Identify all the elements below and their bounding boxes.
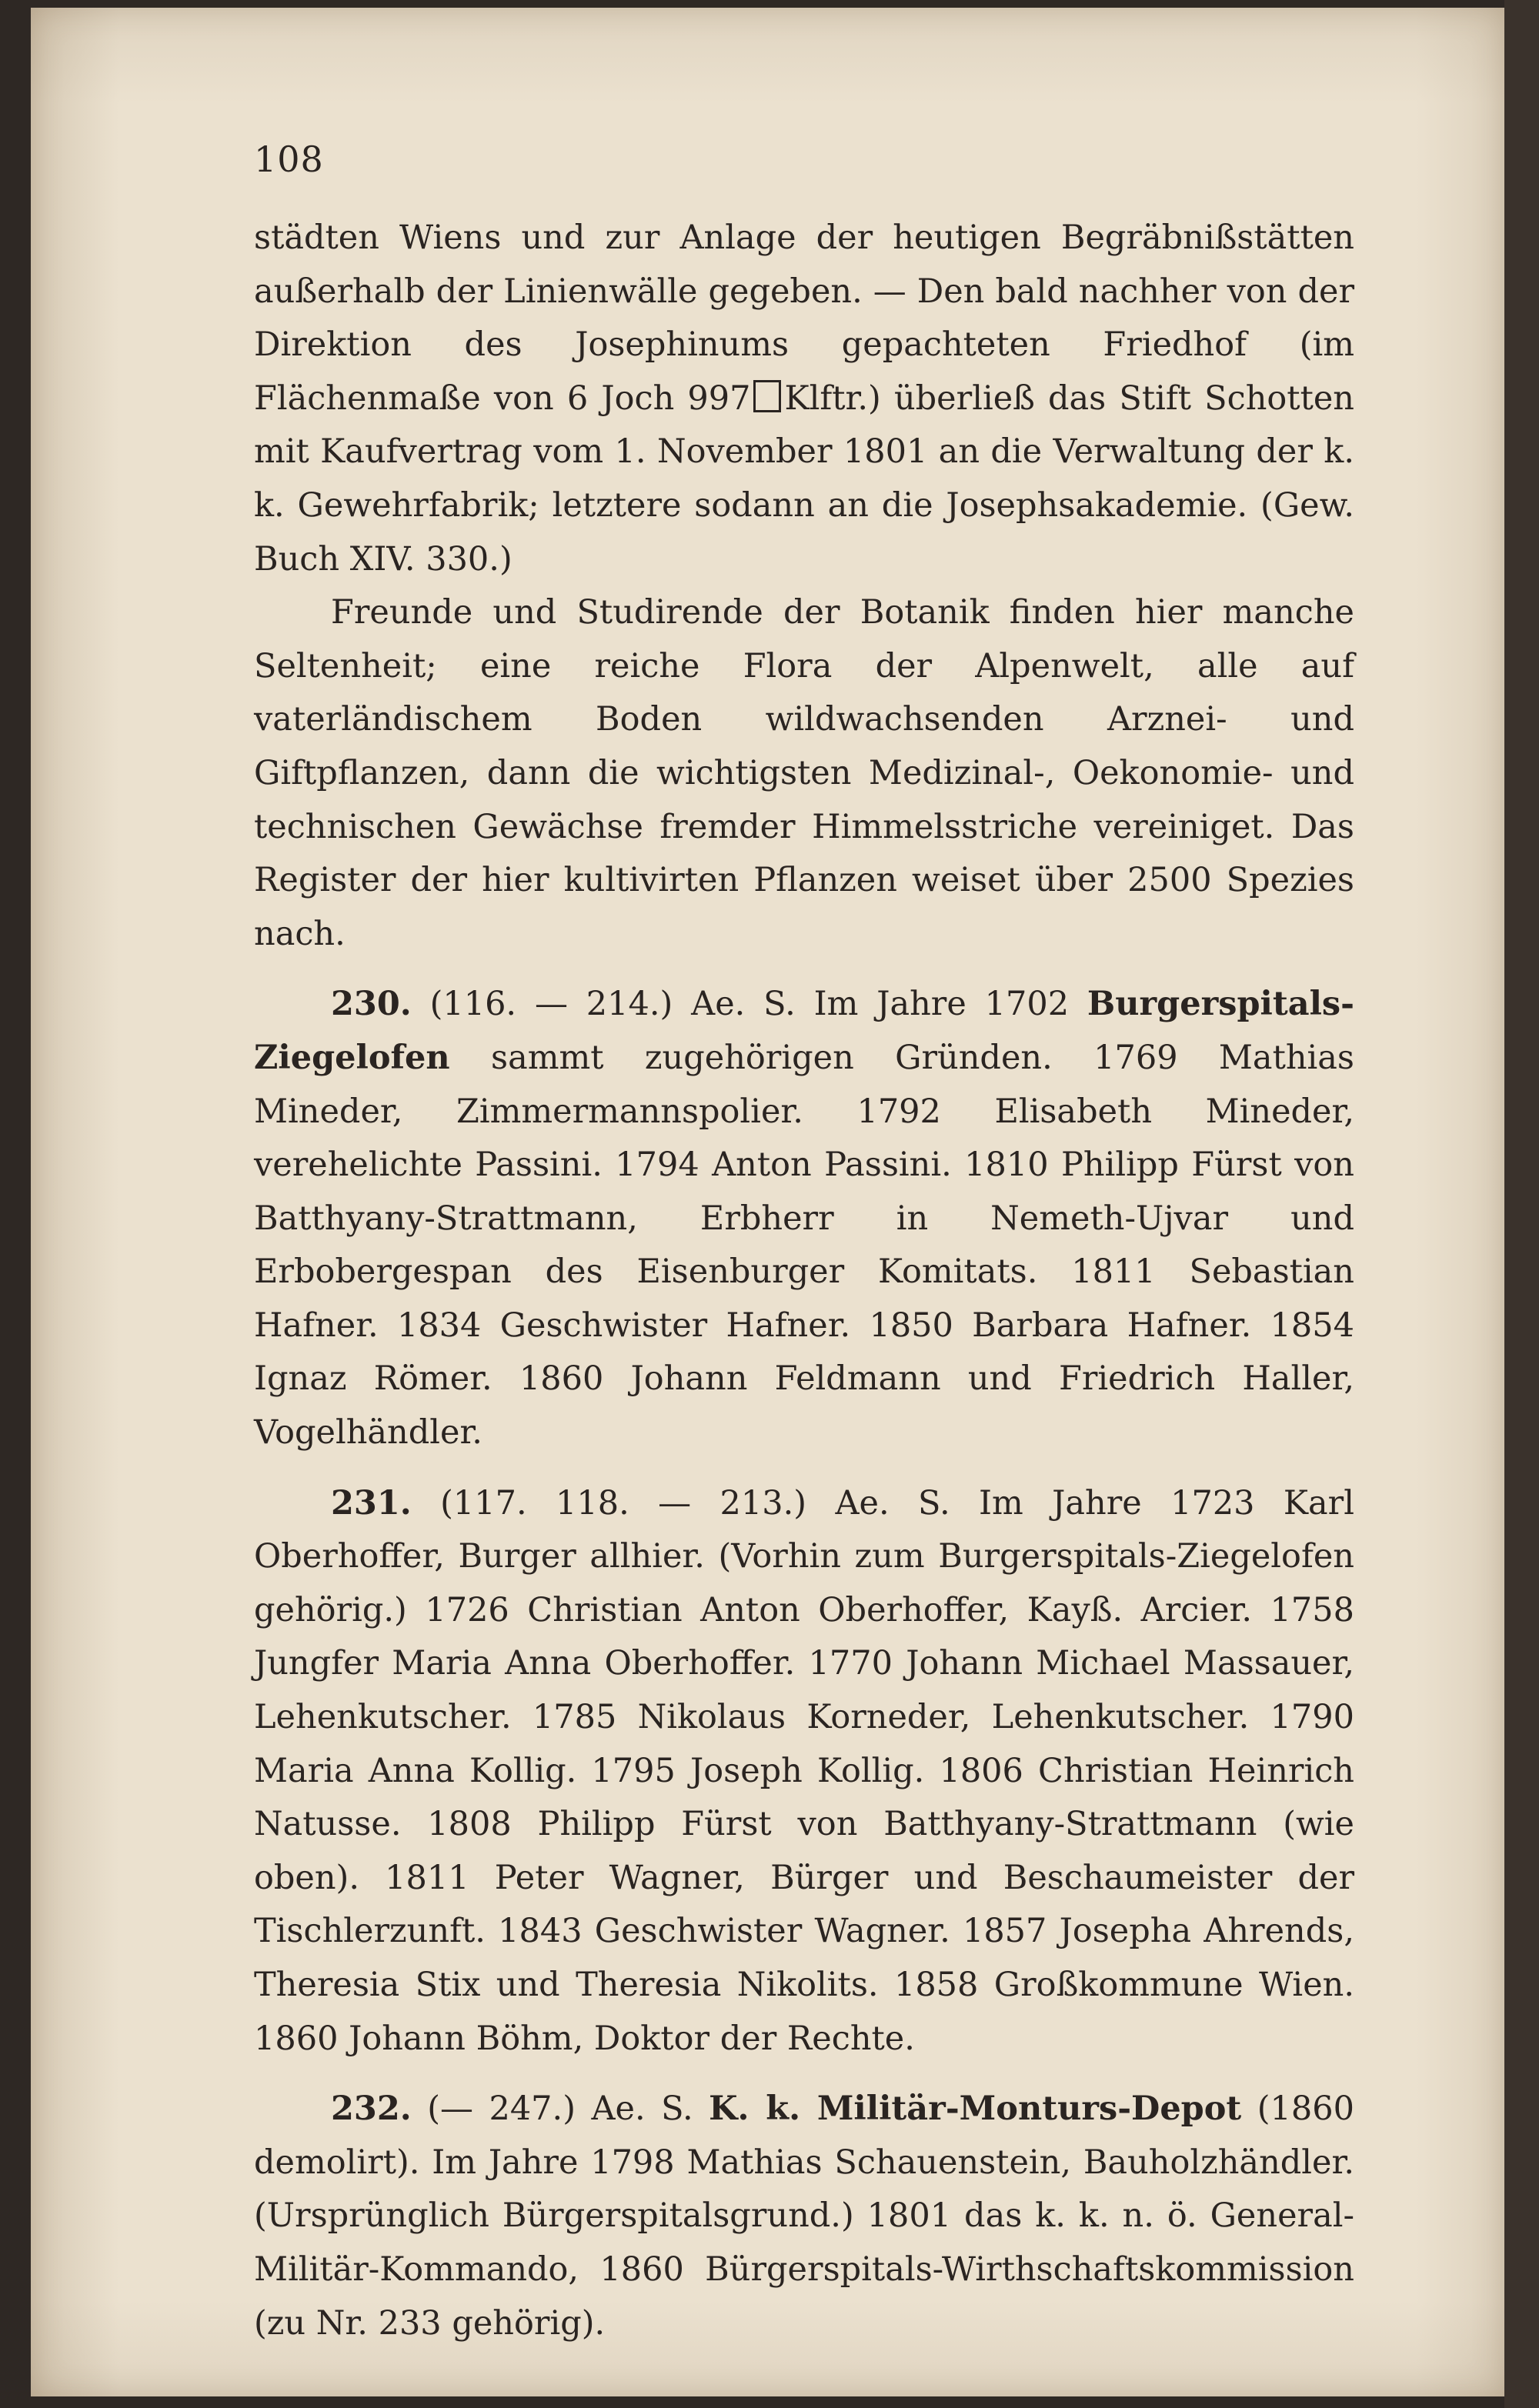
square-measure-symbol [753,380,781,412]
paragraph-text: städten Wiens und zur Anlage der heutigen Begräbnißstätten außerhalb der Linienwälle gegeben. — Den bald nachher von der Direktion des Josephinums gepachteten Friedhof (im Flächenmaße von 6 Joch 997 [254,218,1354,418]
entry-text: (— 247.) Ae. S. [411,2089,709,2129]
entry-number: 230. [331,985,412,1024]
entry-text: sammt zugehörigen Gründen. 1769 Mathias Mineder, Zimmermannspolier. 1792 Elisabeth Mineder, verehelichte Passini. 1794 Anton Passini. 1810 Philipp Fürst von Batthyany-Strattmann, Erbherr in Nemeth-Ujvar und Erbobergespan des Eisenburger Komitats. 1811 Sebastian Hafner. 1834 Geschwister Hafner. 1850 Barbara Hafner. 1854 Ignaz Römer. 1860 Johann Feldmann und Friedrich Haller, Vogelhändler. [254,1038,1354,1452]
entry-title: K. k. Militär-Monturs-Depot [709,2089,1242,2129]
entry-231 [254,1477,1354,2066]
entry-232 [254,2083,1354,2350]
entry-text: (117. 118. — 213.) Ae. S. Im Jahre 1723 Karl Oberhoffer, Burger allhier. (Vorhin zum Burgerspitals-Ziegelofen gehörig.) 1726 Christian Anton Oberhoffer, Kayß. Arcier. 1758 Jungfer Maria Anna Oberhoffer. 1770 Johann Michael Massauer, Lehenkutscher. 1785 Nikolaus Korneder, Lehenkutscher. 1790 Maria Anna Kollig. 1795 Joseph Kollig. 1806 Christian Heinrich Natusse. 1808 Philipp Fürst von Batthyany-Strattmann (wie oben). 1811 Peter Wagner, Bürger und Beschaumeister der Tischlerzunft. 1843 Geschwister Wagner. 1857 Josepha Ahrends, Theresia Stix und Theresia Nikolits. 1858 Großkommune Wien. 1860 Johann Böhm, Doktor der Rechte. [254,1483,1354,2058]
entry-number: 231. [331,1483,412,1523]
paragraph-text: Freunde und Studirende der Botanik finden hier manche Seltenheit; eine reiche Flora der Alpenwelt, alle auf vaterländischem Boden wildwachsenden Arznei- und Giftpflanzen, dann die wichtigsten Medizinal-, Oekonomie- und technischen Gewächse fremder Himmelsstriche vereiniget. Das Register der hier kultivirten Pflanzen weiset über 2500 Spezies nach. [254,593,1354,953]
paragraph-text: Klftr.) überließ das Stift Schotten mit Kaufvertrag vom 1. November 1801 an die Verwaltung der k. k. Gewehrfabrik; letztere sodann an die Josephsakademie. (Gew. Buch XIV. 330.) [254,379,1355,579]
body-text [254,212,1354,2350]
entry-title: Burgerspitals-Ziegelofen [254,985,1354,1077]
entry-230 [254,978,1354,1459]
paragraph-cemetery [254,212,1354,586]
page-edge [1504,0,1539,2408]
paragraph-botany [254,586,1354,961]
entry-number: 232. [331,2089,412,2129]
entry-text: (116. — 214.) Ae. S. Im Jahre 1702 [411,985,1087,1024]
page-number: 108 [254,138,324,180]
entry-text: (1860 demolirt). Im Jahre 1798 Mathias Schauenstein, Bauholzhändler. (Ursprünglich Bürgerspitalsgrund.) 1801 das k. k. n. ö. General-Militär-Kommando, 1860 Bürgerspitals-Wirthschaftskommission (zu Nr. 233 gehörig). [254,2089,1354,2343]
